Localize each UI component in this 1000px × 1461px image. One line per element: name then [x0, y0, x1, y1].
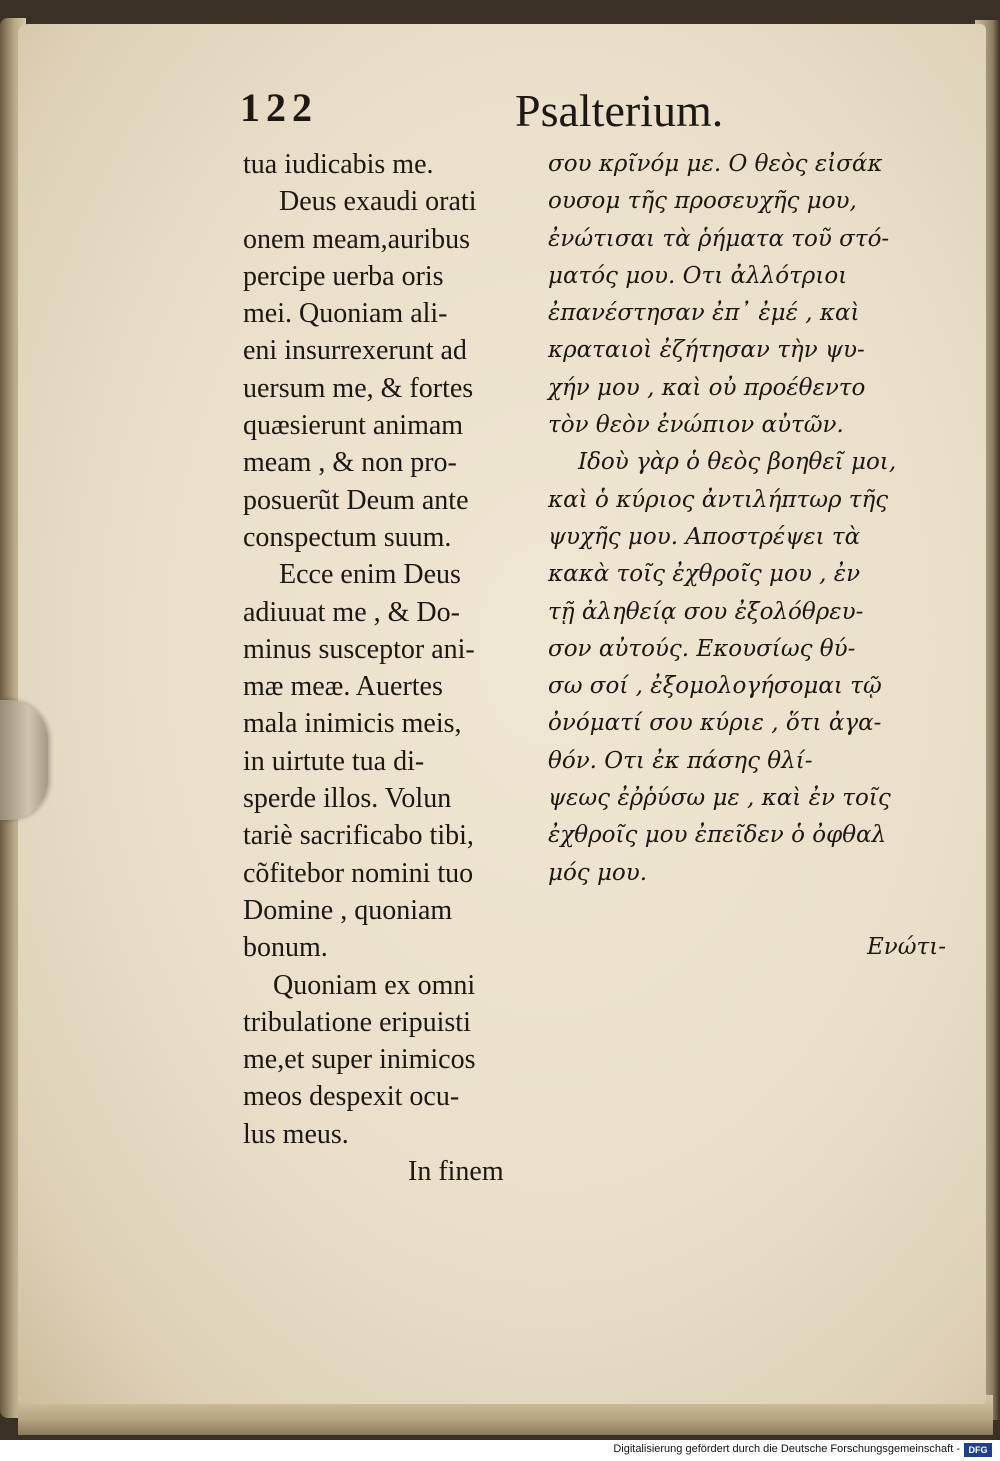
- greek-line: Ιδοὺ γὰρ ὁ θεὸς βοηθεῖ μοι,: [578, 449, 897, 476]
- latin-line: onem meam,auribus: [243, 223, 471, 255]
- latin-line: tribulatione eripuisti: [243, 1006, 471, 1038]
- latin-column: [243, 146, 533, 1190]
- latin-line: posuerũt Deum ante: [243, 484, 469, 516]
- latin-line: meam , & non pro-: [243, 447, 457, 479]
- latin-line: meos despexit ocu-: [243, 1081, 460, 1113]
- latin-line: conspectum suum.: [243, 521, 452, 553]
- greek-line: κακὰ τοῖς ἐχθροῖς μου , ἐν: [548, 561, 861, 588]
- greek-line: ματός μου. Οτι ἀλλότριοι: [548, 262, 848, 289]
- footer-bar: [0, 1440, 1000, 1461]
- greek-line: θόν. Οτι ἐκ πάσης θλί-: [548, 747, 813, 774]
- greek-line: σω σοί , ἐξομολογήσομαι τῷ: [548, 673, 882, 700]
- latin-line: in uirtute tua di-: [243, 745, 425, 777]
- greek-column: [548, 146, 958, 967]
- latin-line: tariè sacrificabo tibi,: [243, 820, 474, 852]
- latin-line: Ecce enim Deus: [279, 559, 461, 591]
- greek-line: ἐνώτισαι τὰ ῥήματα τοῦ στό-: [548, 225, 890, 252]
- latin-line: sperde illos. Volun: [243, 783, 452, 815]
- greek-line: κραταιοὶ ἐζήτησαν τὴν ψυ-: [548, 337, 865, 364]
- greek-line: χήν μου , καὶ οὐ προέθεντο: [548, 374, 866, 401]
- greek-line: τῇ ἀληθείᾳ σου ἐξολόθρευ-: [548, 598, 864, 625]
- greek-line: ουσομ τῆς προσευχῆς μου,: [548, 188, 857, 215]
- greek-catchword: Ενώτι-: [866, 934, 946, 961]
- latin-line: Deus exaudi orati: [279, 186, 477, 218]
- latin-line: Quoniam ex omni: [273, 969, 476, 1001]
- funding-credit: Digitalisierung gefördert durch die Deutsche Forschungsgemeinschaft -: [613, 1443, 960, 1455]
- greek-line: μός μου.: [548, 859, 648, 886]
- latin-line: percipe uerba oris: [243, 260, 444, 292]
- latin-line: uersum me, & fortes: [243, 372, 474, 404]
- greek-line: ὀνόματί σου κύριε , ὅτι ἀγα-: [548, 710, 882, 737]
- page-number: 122: [240, 85, 318, 130]
- greek-line: ἐχθροῖς μου ἐπεῖδεν ὁ ὀφθαλ: [548, 822, 887, 849]
- latin-line: quæsierunt animam: [243, 410, 464, 442]
- greek-gap: [548, 892, 958, 929]
- latin-line: lus meus.: [243, 1118, 349, 1150]
- latin-line: cõfitebor nomini tuo: [243, 857, 474, 889]
- greek-line: τὸν θεὸν ἐνώπιον αὐτῶν.: [548, 412, 844, 439]
- book-clasp: [0, 700, 48, 820]
- greek-line: σου κρῖνόμ με. Ο θεὸς εἰσάκ: [548, 151, 883, 177]
- greek-line: καὶ ὁ κύριος ἀντιλήπτωρ τῆς: [548, 486, 889, 513]
- latin-line: mei. Quoniam ali-: [243, 298, 448, 330]
- latin-line: minus susceptor ani-: [243, 633, 475, 665]
- greek-line: σον αὐτούς. Εκουσίως θύ-: [548, 635, 856, 662]
- latin-line: bonum.: [243, 932, 328, 964]
- greek-line: ἐπανέστησαν ἐπ᾽ ἐμέ , καὶ: [548, 300, 860, 327]
- latin-line: mæ meæ. Auertes: [243, 671, 443, 703]
- latin-line: eni insurrexerunt ad: [243, 335, 467, 367]
- latin-line: mala inimicis meis,: [243, 708, 462, 740]
- greek-line: ψεως ἐῤῥύσω με , καὶ ἐν τοῖς: [548, 785, 891, 812]
- greek-line: ψυχῆς μου. Αποστρέψει τὰ: [548, 523, 861, 550]
- dfg-logo: DFG: [964, 1443, 992, 1457]
- latin-line: Domine , quoniam: [243, 894, 453, 926]
- latin-line: tua iudicabis me.: [243, 149, 434, 180]
- latin-line: adiuuat me , & Do-: [243, 596, 460, 628]
- latin-line: me,et super inimicos: [243, 1044, 476, 1076]
- running-head: Psalterium.: [515, 85, 724, 136]
- latin-catchword: In finem: [408, 1156, 504, 1188]
